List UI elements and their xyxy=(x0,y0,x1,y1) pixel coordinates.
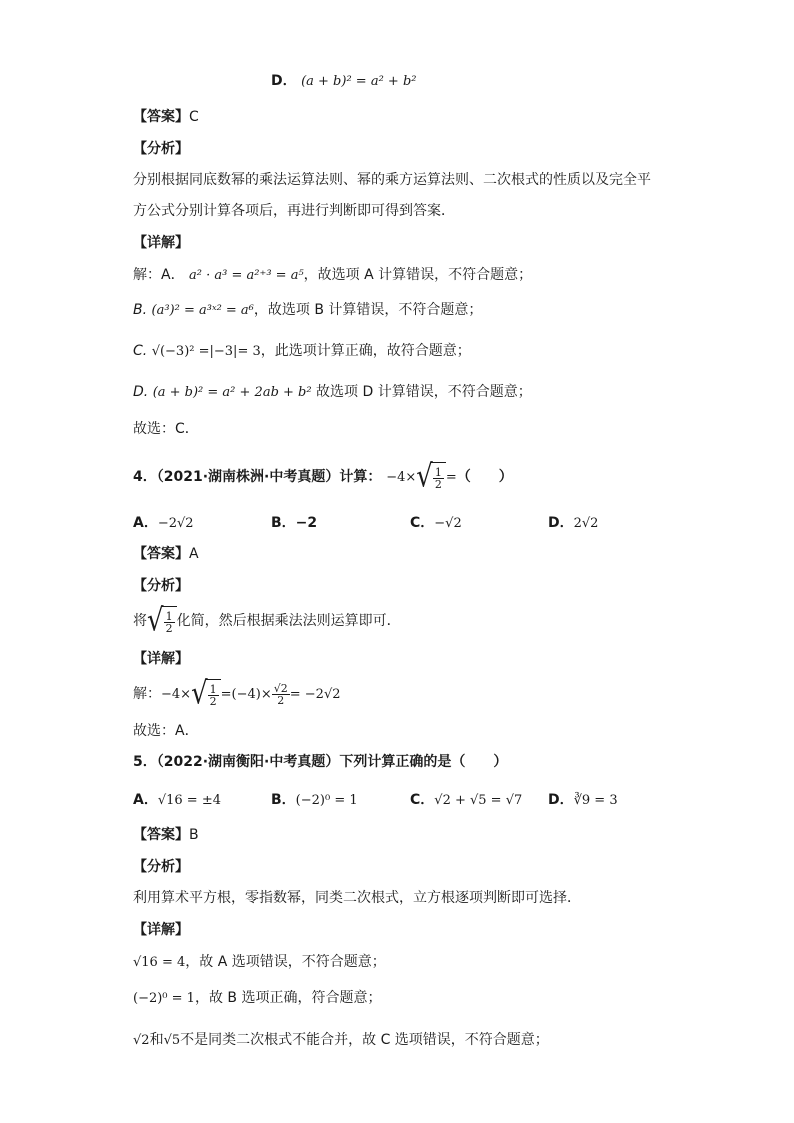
step-prefix: C. xyxy=(133,343,148,359)
fraction-denominator: 2 xyxy=(209,695,217,708)
q4-option-c xyxy=(410,513,462,534)
fraction xyxy=(272,683,290,706)
option-value: 2√2 xyxy=(573,516,599,531)
step-text: ，故选项 A 计算错误，不符合题意； xyxy=(303,267,533,283)
answer-value: A xyxy=(189,546,199,562)
answer-value: C xyxy=(189,109,199,125)
option-value: −√2 xyxy=(434,516,462,531)
q4-option-a xyxy=(133,513,194,534)
step-prefix: D. xyxy=(133,384,149,400)
option-label: B． xyxy=(271,515,296,531)
option-label: D． xyxy=(548,515,574,531)
math-tail: = −2√2 xyxy=(289,687,341,702)
fraction-denominator: 2 xyxy=(277,693,285,707)
answer-blank: （ ） xyxy=(456,469,513,485)
q3-detail-step-b xyxy=(133,300,482,321)
option-label: C． xyxy=(410,792,435,808)
step-prefix: B. xyxy=(133,302,148,318)
answer-heading: 【答案】 xyxy=(133,109,189,125)
option-value: −2 xyxy=(295,515,318,531)
option-label: D． xyxy=(271,73,297,89)
math-expression: (−2)⁰ = 1 xyxy=(133,991,195,1006)
option-label: A． xyxy=(133,515,158,531)
math-expression: √5 xyxy=(163,1033,181,1048)
detail-text: 和 xyxy=(149,1032,164,1048)
q3-detail-step-d xyxy=(133,382,532,403)
option-label: C． xyxy=(410,515,435,531)
q4-answer xyxy=(133,544,199,564)
answer-heading: 【答案】 xyxy=(133,827,189,843)
option-value: √16 = ±4 xyxy=(157,793,221,808)
math-mid: =(−4)× xyxy=(220,687,272,702)
option-label: B． xyxy=(271,792,296,808)
q5-option-d xyxy=(548,790,618,811)
analysis-text: 化简，然后根据乘法法则运算即可． xyxy=(176,613,401,629)
math-expression: √(−3)² =|−3|= 3 xyxy=(151,344,261,359)
question-stem-text: 4．（2021·湖南株洲·中考真题）计算： xyxy=(133,469,382,485)
step-text: ，此选项计算正确，故符合题意； xyxy=(260,343,471,359)
analysis-text: 将 xyxy=(133,613,147,629)
sqrt-fraction: √ $\frac{1}{2}$ xyxy=(147,606,177,636)
detail-text: 不是同类二次根式不能合并，故 C 选项错误，不符合题意； xyxy=(180,1032,549,1048)
q4-stem xyxy=(133,459,513,495)
detail-text: ，故 B 选项正确，符合题意； xyxy=(194,990,382,1006)
q5-option-b xyxy=(271,790,358,811)
math-expression: √2 xyxy=(133,1033,150,1048)
equals-sign: = xyxy=(445,470,457,485)
q5-detail-3 xyxy=(133,1030,549,1051)
q3-detail-step-a xyxy=(133,265,532,286)
step-text: 故选项 D 计算错误，不符合题意； xyxy=(316,384,532,400)
q5-answer xyxy=(133,825,199,845)
fraction-numerator: √2 xyxy=(273,681,288,695)
fraction-numerator: 1 xyxy=(209,683,217,696)
fraction-denominator: 2 xyxy=(434,478,442,491)
q4-detail-heading: 【详解】 xyxy=(133,651,189,667)
q4-detail xyxy=(133,677,341,712)
math-lead: −4× xyxy=(386,470,417,485)
q5-analysis: 利用算术平方根，零指数幂，同类二次根式，立方根逐项判断即可选择． xyxy=(133,890,581,906)
q3-analysis-line2: 方公式分别计算各项后，再进行判断即可得到答案． xyxy=(133,203,455,219)
answer-heading: 【答案】 xyxy=(133,546,189,562)
q3-option-d xyxy=(271,71,416,92)
q4-analysis-heading: 【分析】 xyxy=(133,578,189,594)
option-value: ∛9 = 3 xyxy=(573,793,618,808)
detail-prefix: 解： xyxy=(133,686,161,702)
q5-detail-1 xyxy=(133,952,386,973)
q5-analysis-heading: 【分析】 xyxy=(133,859,189,875)
q4-option-d xyxy=(548,513,598,534)
q4-analysis xyxy=(133,604,401,638)
q3-answer xyxy=(133,107,199,127)
option-label: D． xyxy=(548,792,574,808)
sqrt-fraction: √ $\frac{1}{2}$ xyxy=(416,462,446,492)
sqrt-fraction: √ $\frac{1}{2}$ xyxy=(191,679,221,709)
math-expression: (a³)² = a³ˣ² = a⁶ xyxy=(151,303,254,318)
q5-detail-heading: 【详解】 xyxy=(133,922,189,938)
option-value: −2√2 xyxy=(157,516,194,531)
q3-detail-step-c xyxy=(133,341,471,362)
math-expression: √16 = 4 xyxy=(133,955,186,970)
option-label: A． xyxy=(133,792,158,808)
detail-text: ，故 A 选项错误，不符合题意； xyxy=(185,954,386,970)
step-text: ，故选项 B 计算错误，不符合题意； xyxy=(253,302,483,318)
q3-analysis-line1: 分别根据同底数幂的乘法运算法则、幂的乘方运算法则、二次根式的性质以及完全平 xyxy=(133,172,651,188)
math-lead: −4× xyxy=(161,687,192,702)
q5-detail-2 xyxy=(133,988,381,1009)
option-value: √2 + √5 = √7 xyxy=(434,793,523,808)
math-expression: (a + b)² = a² + 2ab + b² xyxy=(152,385,312,400)
q4-conclusion: 故选：A． xyxy=(133,723,199,739)
q5-stem: 5．（2022·湖南衡阳·中考真题）下列计算正确的是（ ） xyxy=(133,754,508,770)
math-expression: a² · a³ = a²⁺³ = a⁵ xyxy=(189,268,304,283)
q3-conclusion: 故选：C． xyxy=(133,421,199,437)
q5-option-a xyxy=(133,790,221,811)
q5-option-c xyxy=(410,790,522,811)
q3-analysis-heading: 【分析】 xyxy=(133,141,189,157)
step-prefix: 解：A． xyxy=(133,267,185,283)
q3-detail-heading: 【详解】 xyxy=(133,235,189,251)
answer-value: B xyxy=(189,827,199,843)
fraction-numerator: 1 xyxy=(434,466,442,479)
option-value: (−2)⁰ = 1 xyxy=(295,793,358,808)
math-expression: (a + b)² = a² + b² xyxy=(301,74,417,89)
q4-option-b xyxy=(271,513,317,533)
